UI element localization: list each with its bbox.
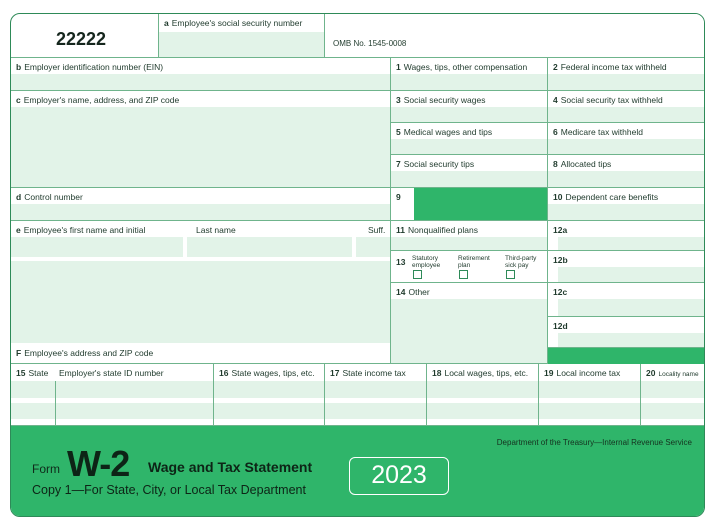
box-13: 13 Statutory employee Retirement plan Third-party sick pay — [391, 251, 548, 283]
box-18[interactable]: 18 Local wages, tips, etc. — [427, 364, 539, 426]
box-11[interactable]: 11 Nonqualified plans — [391, 221, 548, 251]
box-f-label: Employee's address and ZIP code — [24, 348, 154, 358]
box-1[interactable]: 1 Wages, tips, other compensation — [391, 58, 548, 91]
box-b[interactable] — [11, 58, 391, 91]
department-label: Department of the Treasury—Internal Revenue Service — [496, 438, 692, 447]
box-12a[interactable]: 12a — [548, 221, 704, 251]
box-2[interactable]: 2 Federal income tax withheld — [548, 58, 704, 91]
box-f-key: F — [16, 348, 22, 358]
form-id: W-2 — [67, 443, 130, 484]
box-17-label: State income tax — [342, 368, 406, 378]
box-5-label: Medical wages and tips — [403, 127, 493, 137]
copy-label: Copy 1—For State, City, or Local Tax Department — [32, 483, 306, 497]
box-d[interactable] — [11, 188, 391, 221]
box-12b[interactable]: 12b — [548, 251, 704, 283]
box-16-label: State wages, tips, etc. — [231, 368, 315, 378]
box-3-label: Social security wages — [403, 95, 486, 105]
box-20[interactable]: 20 Locality name — [641, 364, 704, 426]
box-7[interactable]: 7 Social security tips — [391, 155, 548, 188]
box-1-label: Wages, tips, other compensation — [403, 62, 528, 72]
box-d-label: Control number — [24, 192, 83, 202]
box-4[interactable]: 4 Social security tax withheld — [548, 91, 704, 123]
omb-box — [325, 14, 704, 58]
box-e-f[interactable] — [11, 221, 391, 364]
box-9-shaded — [414, 188, 547, 220]
box-12-shaded — [548, 348, 704, 364]
box-d-key: d — [16, 192, 22, 202]
box-12d[interactable]: 12d — [548, 317, 704, 348]
w2-form — [10, 13, 705, 517]
form-footer — [11, 426, 704, 516]
box-16[interactable]: 16 State wages, tips, etc. — [214, 364, 325, 426]
suffix-field[interactable] — [356, 237, 390, 257]
box-15[interactable]: 15 State Employer's state ID number — [11, 364, 214, 426]
first-name-field[interactable] — [11, 237, 183, 257]
box-6-label: Medicare tax withheld — [560, 127, 643, 137]
box-10-label: Dependent care benefits — [565, 192, 659, 202]
box-3[interactable]: 3 Social security wages — [391, 91, 548, 123]
form-title: Wage and Tax Statement — [148, 459, 313, 475]
box-e-key: e — [16, 225, 21, 235]
box-7-label: Social security tips — [403, 159, 475, 169]
retirement-plan-label: Retirement plan — [458, 255, 490, 269]
box-12c[interactable]: 12c — [548, 283, 704, 317]
box-19[interactable]: 19 Local income tax — [539, 364, 641, 426]
box-15-sub-label: Employer's state ID number — [59, 368, 164, 378]
control-code: 22222 — [56, 29, 107, 49]
box-c-label: Employer's name, address, and ZIP code — [23, 95, 180, 105]
box-e-last-label: Last name — [196, 225, 236, 235]
box-14-label: Other — [408, 287, 430, 297]
box-10[interactable]: 10 Dependent care benefits — [548, 188, 704, 221]
control-code-box — [11, 14, 159, 58]
tax-year: 2023 — [349, 457, 449, 495]
statutory-employee-label: Statutory employee — [412, 255, 441, 269]
box-17[interactable]: 17 State income tax — [325, 364, 427, 426]
box-8-label: Allocated tips — [560, 159, 612, 169]
box-20-label: Locality name — [658, 371, 699, 378]
box-e-suff-label: Suff. — [368, 225, 386, 235]
omb-number: OMB No. 1545-0008 — [333, 39, 407, 48]
retirement-plan-checkbox[interactable] — [459, 270, 468, 279]
box-14[interactable]: 14 Other — [391, 283, 548, 364]
box-15-label: State — [28, 368, 49, 378]
form-word: Form — [32, 462, 60, 476]
box-a[interactable] — [159, 14, 325, 58]
statutory-employee-checkbox[interactable] — [413, 270, 422, 279]
box-6[interactable]: 6 Medicare tax withheld — [548, 123, 704, 155]
box-b-key: b — [16, 62, 22, 72]
box-11-label: Nonqualified plans — [408, 225, 478, 235]
box-2-label: Federal income tax withheld — [560, 62, 667, 72]
box-b-label: Employer identification number (EIN) — [24, 62, 164, 72]
third-party-sick-pay-label: Third-party sick pay — [505, 255, 537, 269]
third-party-sick-pay-checkbox[interactable] — [506, 270, 515, 279]
address-field[interactable] — [11, 261, 390, 343]
last-name-field[interactable] — [187, 237, 352, 257]
box-c-key: c — [16, 95, 21, 105]
box-5[interactable]: 5 Medical wages and tips — [391, 123, 548, 155]
box-a-key: a — [164, 18, 169, 28]
box-19-label: Local income tax — [556, 368, 621, 378]
box-a-label: Employee's social security number — [171, 18, 303, 28]
box-8[interactable]: 8 Allocated tips — [548, 155, 704, 188]
box-e-label: Employee's first name and initial — [23, 225, 146, 235]
box-9: 9 — [391, 188, 548, 221]
box-4-label: Social security tax withheld — [560, 95, 663, 105]
box-c[interactable] — [11, 91, 391, 188]
box-18-label: Local wages, tips, etc. — [444, 368, 529, 378]
